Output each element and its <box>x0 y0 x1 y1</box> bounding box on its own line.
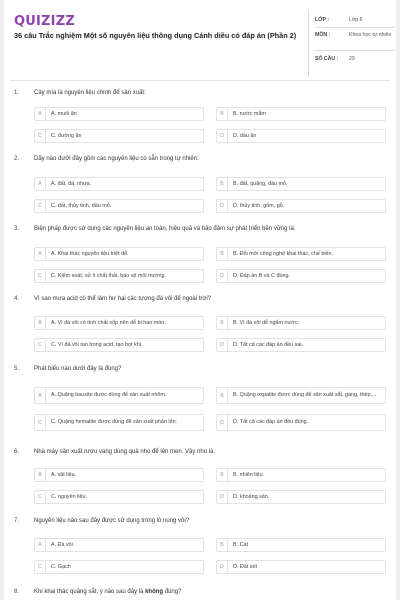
question-text: Nhà máy sản xuất rượu vang dùng quả nho để lên men. Vậy nho là: <box>34 449 216 455</box>
meta-divider <box>315 50 395 51</box>
option-a[interactable] <box>34 387 204 404</box>
option-key: D <box>217 415 228 430</box>
option-text: D. Đáp án B và C đúng. <box>233 272 290 279</box>
option-text: C. Quặng hematite được dùng để sản xuất phân lân. <box>51 419 178 426</box>
option-text: C. nguyên liệu. <box>51 493 87 500</box>
option-d[interactable] <box>216 560 386 574</box>
option-a[interactable] <box>34 316 204 330</box>
option-a[interactable] <box>34 247 204 261</box>
option-text: B. Cát <box>233 541 248 548</box>
meta-subject-label: MÔN : <box>315 32 331 38</box>
option-text: A. vật liệu. <box>51 471 77 478</box>
option-key: D <box>217 130 228 142</box>
option-a[interactable] <box>34 107 204 121</box>
option-text: C. Vì đá vôi tan trong acid, tạo bọt khí. <box>51 341 143 348</box>
option-d[interactable] <box>216 129 386 143</box>
option-key: A <box>35 108 46 120</box>
option-a[interactable] <box>34 538 204 552</box>
option-c[interactable] <box>34 560 204 574</box>
question-text: Nguyên liệu nào sau đây được sử dụng trong lò nung vôi? <box>34 518 190 524</box>
option-c[interactable] <box>34 338 204 352</box>
page-edge-right <box>396 0 400 600</box>
question-number: 1. <box>14 90 20 96</box>
option-c[interactable] <box>34 269 204 283</box>
option-key: C <box>35 561 46 573</box>
option-a[interactable] <box>34 468 204 482</box>
page-edge-left <box>0 0 4 600</box>
option-text: C. Kiểm soát, xử lí chất thải, bảo vệ môi trường. <box>51 272 167 279</box>
option-b[interactable] <box>216 387 386 404</box>
option-text: C. đường ăn <box>51 132 82 139</box>
option-key: B <box>217 108 228 120</box>
option-text: B. nhiên liệu. <box>233 471 265 478</box>
option-b[interactable] <box>216 247 386 261</box>
meta-count-label: SỐ CÂU : <box>315 56 339 62</box>
option-key: B <box>217 248 228 260</box>
option-key: B <box>217 317 228 329</box>
option-key: B <box>217 539 228 551</box>
option-text: A. Khai thác nguyên liệu triệt để. <box>51 250 129 257</box>
option-key: C <box>35 415 46 430</box>
option-b[interactable] <box>216 107 386 121</box>
worksheet-title: 36 câu Trắc nghiệm Một số nguyên liệu thông dụng Cánh diều có đáp án (Phần 2) <box>14 31 297 40</box>
question-text: Cây mía là nguyên liệu chính để sản xuất: <box>34 90 146 96</box>
option-c[interactable] <box>34 199 204 213</box>
option-key: D <box>217 561 228 573</box>
option-text: D. Tất cả các đáp án đều đúng. <box>233 419 309 426</box>
option-key: A <box>35 248 46 260</box>
option-key: C <box>35 270 46 282</box>
option-key: B <box>217 388 228 403</box>
question-number: 6. <box>14 449 20 455</box>
option-text: B. đất, quặng, dầu mỏ. <box>233 180 288 187</box>
option-text: D. Tất cả các đáp án đều sai. <box>233 341 304 348</box>
option-c[interactable] <box>34 129 204 143</box>
option-key: B <box>217 469 228 481</box>
option-key: B <box>217 178 228 190</box>
option-b[interactable] <box>216 538 386 552</box>
option-key: C <box>35 339 46 351</box>
option-text: D. thủy tinh, gốm, gỗ. <box>233 202 285 209</box>
option-key: C <box>35 491 46 503</box>
option-text: A. muối ăn <box>51 110 77 117</box>
question-number: 5. <box>14 366 20 372</box>
meta-class-value: Lớp 6 <box>349 17 363 23</box>
question-number: 2. <box>14 156 20 162</box>
question-number: 7. <box>14 518 20 524</box>
worksheet-header <box>10 10 390 76</box>
question-text-emphasis: không <box>145 589 164 595</box>
meta-class-label: LỚP : <box>315 17 330 23</box>
meta-panel <box>308 10 394 76</box>
option-text: A. Đá vôi <box>51 541 73 548</box>
question-text-pre: Khi khai thác quặng sắt, ý nào sau đây là <box>34 589 146 595</box>
question-text: Phát biểu nào dưới đây là đúng? <box>34 366 122 372</box>
option-key: C <box>35 200 46 212</box>
option-key: A <box>35 317 46 329</box>
option-d[interactable] <box>216 338 386 352</box>
header-divider <box>10 80 390 81</box>
option-d[interactable] <box>216 414 386 431</box>
option-d[interactable] <box>216 490 386 504</box>
meta-subject-value: Khoa học tự nhiên <box>349 32 392 38</box>
option-d[interactable] <box>216 199 386 213</box>
option-text: D. Đất sét <box>233 563 257 570</box>
meta-count-value: 29 <box>349 56 355 62</box>
option-key: A <box>35 388 46 403</box>
option-text: B. Đổi mới công nghệ khai thác, chế biến. <box>233 250 334 257</box>
question-text: Biện pháp được sử dụng các nguyên liệu an toàn, hiệu quả và bảo đảm sự phát triển bền vững là: <box>34 226 296 232</box>
option-key: D <box>217 339 228 351</box>
option-text: D. dầu ăn <box>233 132 257 139</box>
option-key: C <box>35 130 46 142</box>
question-number: 3. <box>14 226 20 232</box>
option-text: B. nước mắm <box>233 110 266 117</box>
option-key: D <box>217 270 228 282</box>
question-text: Vì sao mưa acid có thể làm hư hại các tượng đá vôi để ngoài trời? <box>34 296 212 302</box>
option-key: A <box>35 539 46 551</box>
quizizz-logo: QUIZIZZ <box>14 14 75 29</box>
option-text: C. đất, thủy tinh, dầu mỏ. <box>51 202 112 209</box>
option-text: A. Quặng bauxite được dùng để sản xuất nhôm. <box>51 392 167 399</box>
question-text <box>34 589 384 595</box>
question-text: Dãy nào dưới đây gồm các nguyên liệu có sẵn trong tự nhiên: <box>34 156 199 162</box>
option-c[interactable] <box>34 414 204 431</box>
option-a[interactable] <box>34 177 204 191</box>
option-b[interactable] <box>216 468 386 482</box>
option-text: B. Vì đá vôi dễ ngấm nước. <box>233 319 299 326</box>
option-text: D. khoáng sản. <box>233 493 270 500</box>
option-key: A <box>35 469 46 481</box>
option-key: D <box>217 491 228 503</box>
option-c[interactable] <box>34 490 204 504</box>
option-text: A. đất, đá, nhựa. <box>51 180 92 187</box>
option-key: A <box>35 178 46 190</box>
option-b[interactable] <box>216 316 386 330</box>
meta-divider <box>315 27 395 28</box>
question-number: 8. <box>14 589 20 595</box>
question-text-post: đúng? <box>163 589 182 595</box>
option-text: B. Quặng expatite được dùng để sản xuất sắt, gang, thép,... <box>233 392 377 399</box>
option-d[interactable] <box>216 269 386 283</box>
option-text: C. Gạch <box>51 563 71 570</box>
question-number: 4. <box>14 296 20 302</box>
option-key: D <box>217 200 228 212</box>
option-b[interactable] <box>216 177 386 191</box>
option-text: A. Vì đá vôi có tính chất xốp nên dễ bị hao mòn. <box>51 319 166 326</box>
